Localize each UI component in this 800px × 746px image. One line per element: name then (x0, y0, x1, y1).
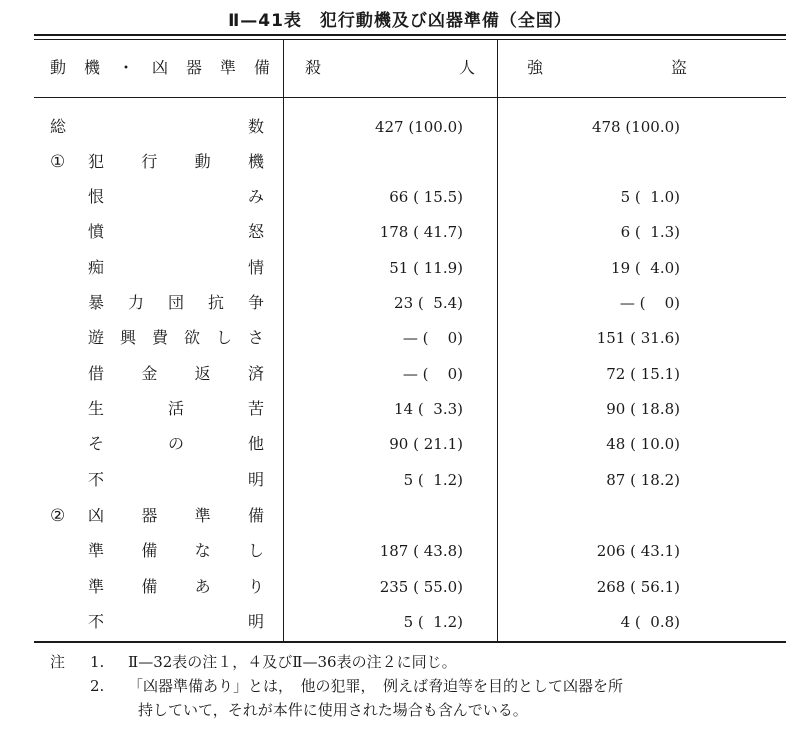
row-label (88, 149, 264, 175)
label-char: 明 (247, 612, 264, 631)
label-char: し (247, 541, 264, 560)
robbery-value: 48 ( 10.0) (606, 435, 680, 453)
label-char: 凶 (151, 58, 168, 77)
table-row (0, 431, 800, 457)
row-label (88, 361, 264, 387)
label-char: の (167, 434, 184, 453)
label-char: 痴 (88, 258, 105, 277)
row-label (88, 184, 264, 210)
murder-value: 5 ( 1.2) (403, 471, 463, 489)
murder-value: 90 ( 21.1) (389, 435, 463, 453)
murder-value: 187 ( 43.8) (379, 542, 463, 560)
table-row (0, 255, 800, 281)
label-char: 機 (247, 152, 264, 171)
note-line (50, 698, 750, 722)
robbery-value: 5 ( 1.0) (620, 188, 680, 206)
label-char: 情 (247, 258, 264, 277)
label-char: 明 (247, 470, 264, 489)
table-row (0, 184, 800, 210)
table-row (0, 503, 800, 529)
label-char: 抗 (207, 293, 224, 312)
row-label (88, 290, 264, 316)
label-char: あ (194, 577, 211, 596)
label-char: 他 (247, 434, 264, 453)
label-char: 不 (88, 612, 105, 631)
label-char: 準 (88, 541, 105, 560)
label-char: り (247, 577, 264, 596)
label-char: 動 (50, 58, 67, 77)
note-text: 持していて，それが本件に使用された場合も含んでいる。 (138, 701, 528, 719)
robbery-value: 151 ( 31.6) (596, 329, 680, 347)
label-char: 総 (50, 117, 67, 136)
row-label (88, 467, 264, 493)
row-label (88, 255, 264, 281)
label-char: 恨 (88, 187, 105, 206)
row-label (88, 538, 264, 564)
murder-value: — ( 0) (402, 329, 463, 347)
robbery-value: 90 ( 18.8) (606, 400, 680, 418)
label-char: 備 (141, 577, 158, 596)
label-char: 器 (141, 506, 158, 525)
top-rule-thin (34, 39, 786, 40)
table-row (0, 538, 800, 564)
bottom-rule (34, 641, 786, 643)
label-char: 怒 (247, 222, 264, 241)
label-char: 力 (127, 293, 144, 312)
label-char: 団 (167, 293, 184, 312)
label-char: 借 (88, 364, 105, 383)
note-head: 注 (50, 653, 66, 671)
robbery-value: — ( 0) (619, 294, 680, 312)
label-char: 費 (151, 328, 168, 347)
label-char: 済 (247, 364, 264, 383)
label-char: 争 (247, 293, 264, 312)
label-char: 人 (458, 58, 475, 77)
label-char: 備 (253, 58, 270, 77)
label-char: 返 (194, 364, 211, 383)
robbery-value: 87 ( 18.2) (606, 471, 680, 489)
row-label (88, 609, 264, 635)
robbery-value: 72 ( 15.1) (606, 365, 680, 383)
label-char: 備 (141, 541, 158, 560)
label-char: 遊 (88, 328, 105, 347)
table-row (0, 396, 800, 422)
table-row (0, 290, 800, 316)
label-char: 苦 (247, 399, 264, 418)
header-robbery (527, 56, 687, 80)
row-label (50, 114, 264, 140)
label-char: 備 (247, 506, 264, 525)
label-char: 金 (141, 364, 158, 383)
label-char: み (247, 187, 264, 206)
label-char: 殺 (305, 58, 322, 77)
table-row (0, 609, 800, 635)
murder-value: 427 (100.0) (374, 118, 463, 136)
label-char: 強 (527, 58, 544, 77)
robbery-value: 19 ( 4.0) (611, 259, 680, 277)
robbery-value: 268 ( 56.1) (596, 578, 680, 596)
table-row (0, 219, 800, 245)
table-row (0, 114, 800, 140)
robbery-value: 6 ( 1.3) (620, 223, 680, 241)
murder-value: 51 ( 11.9) (389, 259, 463, 277)
murder-value: — ( 0) (402, 365, 463, 383)
note-line (50, 674, 750, 698)
label-char: 暴 (88, 293, 105, 312)
table-row (0, 467, 800, 493)
robbery-value: 206 ( 43.1) (596, 542, 680, 560)
label-char: 動 (194, 152, 211, 171)
table-row (0, 149, 800, 175)
murder-value: 23 ( 5.4) (394, 294, 463, 312)
label-char: 不 (88, 470, 105, 489)
label-char: 生 (88, 399, 105, 418)
row-label (88, 325, 264, 351)
row-label (88, 396, 264, 422)
murder-value: 66 ( 15.5) (389, 188, 463, 206)
label-char: 機 (83, 58, 100, 77)
row-label (88, 503, 264, 529)
murder-value: 178 ( 41.7) (379, 223, 463, 241)
notes (50, 650, 750, 722)
top-rule (34, 34, 786, 36)
label-char: 活 (167, 399, 184, 418)
robbery-value: 4 ( 0.8) (620, 613, 680, 631)
label-char: 数 (247, 117, 264, 136)
label-char: 器 (185, 58, 202, 77)
note-number: 2. (90, 677, 105, 695)
label-char: し (215, 328, 232, 347)
label-char: 欲 (183, 328, 200, 347)
table-row (0, 325, 800, 351)
table-row (0, 574, 800, 600)
label-char: 準 (194, 506, 211, 525)
section-marker: ② (50, 506, 66, 526)
label-char: さ (247, 328, 264, 347)
label-char: な (194, 541, 211, 560)
robbery-value: 478 (100.0) (591, 118, 680, 136)
label-char: 盗 (670, 58, 687, 77)
note-number: 1. (90, 653, 105, 671)
label-char: 準 (219, 58, 236, 77)
note-line (50, 650, 750, 674)
label-char: ・ (117, 58, 134, 77)
header-murder (305, 56, 475, 80)
label-char: 犯 (88, 152, 105, 171)
label-char: 準 (88, 577, 105, 596)
murder-value: 235 ( 55.0) (379, 578, 463, 596)
note-text: Ⅱ—32表の注１，４及びⅡ—36表の注２に同じ。 (128, 653, 457, 671)
header-label (50, 56, 270, 80)
row-label (88, 219, 264, 245)
header-rule (34, 97, 786, 98)
label-char: 興 (119, 328, 136, 347)
row-label (88, 431, 264, 457)
note-text: 「凶器準備あり」とは， 他の犯罪， 例えば脅迫等を目的として凶器を所 (128, 677, 624, 695)
label-char: そ (88, 434, 105, 453)
murder-value: 14 ( 3.3) (394, 400, 463, 418)
section-marker: ① (50, 152, 66, 172)
table-title: Ⅱ—41表 犯行動機及び凶器準備（全国） (228, 11, 572, 31)
label-char: 憤 (88, 222, 105, 241)
murder-value: 5 ( 1.2) (403, 613, 463, 631)
label-char: 行 (141, 152, 158, 171)
label-char: 凶 (88, 506, 105, 525)
table-row (0, 361, 800, 387)
row-label (88, 574, 264, 600)
